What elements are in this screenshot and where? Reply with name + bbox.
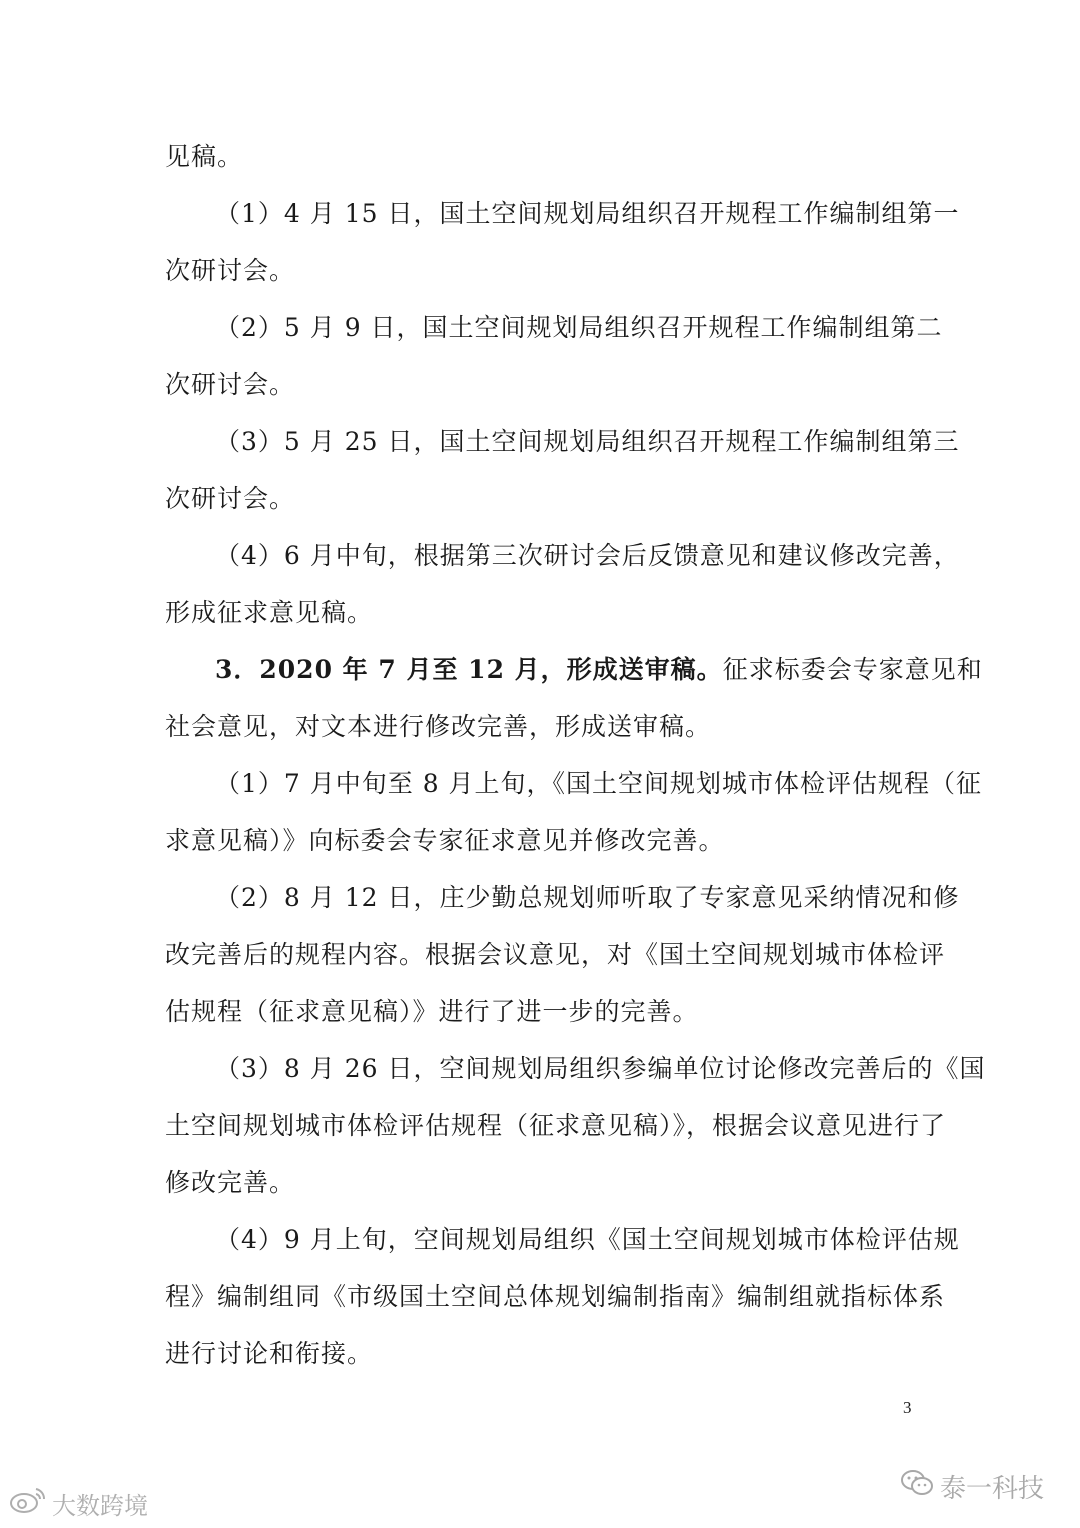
page-number: 3 <box>903 1398 912 1417</box>
text-line: （2）8 月 12 日，庄少勤总规划师听取了专家意见采纳情况和修 <box>215 883 960 912</box>
watermark-weibo <box>8 1486 148 1520</box>
text-line: （1）7 月中旬至 8 月上旬，《国土空间规划城市体检评估规程（征 <box>215 769 983 798</box>
section-text: 征求标委会专家意见和 <box>722 655 983 684</box>
text-line: 求意见稿）》向标委会专家征求意见并修改完善。 <box>165 826 725 855</box>
body-text <box>165 128 986 1382</box>
text-line: 次研讨会。 <box>165 256 296 285</box>
text-line: （3）8 月 26 日，空间规划局组织参编单位讨论修改完善后的《国 <box>215 1054 986 1083</box>
text-line: 改完善后的规程内容。根据会议意见，对《国土空间规划城市体检评 <box>165 940 946 969</box>
section-heading: 3．2020 年 7 月至 12 月，形成送审稿。 <box>215 655 723 684</box>
weibo-icon <box>8 1485 48 1521</box>
text-line: 进行讨论和衔接。 <box>165 1339 374 1368</box>
watermark-label: 泰一科技 <box>940 1473 1045 1504</box>
text-line: （4）9 月上旬，空间规划局组织《国土空间规划城市体检评估规 <box>215 1225 960 1254</box>
wechat-icon <box>900 1468 934 1505</box>
text-line: 形成征求意见稿。 <box>165 598 374 627</box>
text-line: （4）6 月中旬，根据第三次研讨会后反馈意见和建议修改完善， <box>215 541 960 570</box>
watermark-wechat <box>900 1468 1044 1504</box>
text-line: 次研讨会。 <box>165 370 296 399</box>
text-line: 次研讨会。 <box>165 484 296 513</box>
text-line: 土空间规划城市体检评估规程（征求意见稿）》，根据会议意见进行了 <box>165 1111 947 1140</box>
text-line: 修改完善。 <box>165 1168 296 1197</box>
text-line: 程》编制组同《市级国土空间总体规划编制指南》编制组就指标体系 <box>165 1282 946 1311</box>
text-line: （3）5 月 25 日，国土空间规划局组织召开规程工作编制组第三 <box>215 427 960 456</box>
text-line: （2）5 月 9 日，国土空间规划局组织召开规程工作编制组第二 <box>215 313 943 342</box>
text-line: 估规程（征求意见稿）》进行了进一步的完善。 <box>165 997 699 1026</box>
watermark-label: 大数跨境 <box>52 1491 148 1520</box>
text-line: 见稿。 <box>165 142 244 171</box>
text-line <box>165 641 983 698</box>
text-line: 社会意见，对文本进行修改完善，形成送审稿。 <box>165 712 712 741</box>
text-line: （1）4 月 15 日，国土空间规划局组织召开规程工作编制组第一 <box>215 199 960 228</box>
